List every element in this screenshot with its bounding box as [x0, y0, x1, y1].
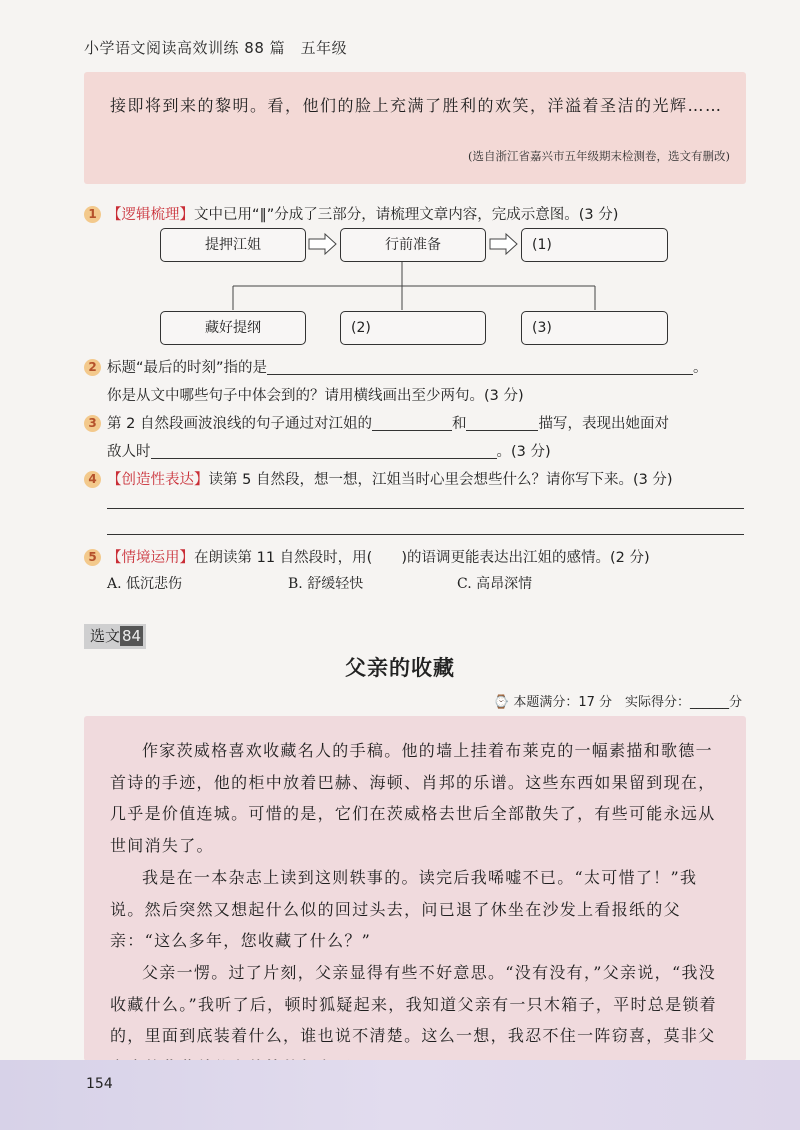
- excerpt-source: (选自浙江省嘉兴市五年级期末检测卷，选文有删改): [468, 149, 730, 163]
- arrow-icon: [490, 234, 517, 254]
- answer-line[interactable]: [107, 508, 744, 509]
- answer-blank[interactable]: [151, 443, 497, 459]
- option-c[interactable]: C. 高昂深情: [457, 576, 533, 592]
- question-4: [84, 468, 673, 489]
- question-number: 5: [84, 549, 101, 566]
- passage-title: 父亲的收藏: [345, 656, 455, 680]
- excerpt-text: 接即将到来的黎明。看，他们的脸上充满了胜利的欢笑，洋溢着圣洁的光辉……: [110, 96, 723, 115]
- question-text: 读第 5 自然段，想一想，江姐当时心里会想些什么？请你写下来。(3 分): [208, 472, 673, 488]
- answer-line[interactable]: [107, 534, 744, 535]
- question-tag: 【逻辑梳理】: [107, 207, 194, 223]
- diagram-node-bottom-1: 藏好提纲: [160, 311, 306, 345]
- option-b[interactable]: B. 舒缓轻快: [288, 576, 364, 592]
- option-a[interactable]: A. 低沉悲伤: [107, 576, 183, 592]
- question-tag: 【情境运用】: [107, 550, 194, 566]
- diagram-node-bottom-3[interactable]: (3): [521, 311, 668, 345]
- question-number: 2: [84, 359, 101, 376]
- question-text-end: 。: [693, 360, 708, 376]
- question-3-line-2: [107, 440, 551, 461]
- section-label: [84, 624, 146, 649]
- page-number: 154: [86, 1076, 113, 1092]
- running-header: 小学语文阅读高效训练 88 篇 五年级: [84, 39, 348, 57]
- question-5: [84, 546, 650, 567]
- question-2-line-2: 你是从文中哪些句子中体会到的？请用横线画出至少两句。(3 分): [107, 388, 524, 404]
- score-line: [493, 691, 742, 710]
- question-text: 在朗读第 11 自然段时，用( )的语调更能表达出江姐的感情。(2 分): [194, 550, 650, 566]
- question-text: 敌人时: [107, 444, 151, 460]
- answer-blank[interactable]: [267, 359, 693, 375]
- question-2: [84, 356, 708, 377]
- question-text-end: 。(3 分): [496, 444, 551, 460]
- diagram-node-top-3[interactable]: (1): [521, 228, 668, 262]
- question-number: 3: [84, 415, 101, 432]
- diagram-node-top-1: 提押江姐: [160, 228, 306, 262]
- question-number: 1: [84, 206, 101, 223]
- answer-blank[interactable]: [372, 415, 452, 431]
- question-text-end: 描写，表现出她面对: [538, 416, 669, 432]
- passage-paragraph-2: 我是在一本杂志上读到这则轶事的。读完后我唏嘘不已。“太可惜了！”我说。然后突然又想起什么似的回过头去，问已退了休坐在沙发上看报纸的父亲：“这么多年，您收藏了什么？”: [110, 868, 698, 950]
- clock-icon: ⌚: [492, 695, 510, 710]
- arrow-icon: [309, 234, 336, 254]
- score-text: 本题满分：17 分 实际得分：______分: [513, 695, 742, 710]
- question-text: 标题“最后的时刻”指的是: [107, 360, 268, 376]
- diagram-connectors: [0, 0, 800, 360]
- diagram-node-top-2: 行前准备: [340, 228, 486, 262]
- question-text-mid: 和: [451, 416, 467, 432]
- question-text: 文中已用“‖”分成了三部分，请梳理文章内容，完成示意图。(3 分): [194, 207, 619, 223]
- question-number: 4: [84, 471, 101, 488]
- passage-paragraph-3: 父亲一愣。过了片刻，父亲显得有些不好意思。“没有没有，”父亲说，“我没收藏什么。”我听了后，顿时狐疑起来，我知道父亲有一只木箱子，平时总是锁着的，里面到底装着什么，谁也说不清楚。这么一想，我忍不住一阵窃喜，莫非父: [110, 963, 717, 1045]
- question-tag: 【创造性表达】: [107, 472, 209, 488]
- passage-paragraph-1: 作家茨威格喜欢收藏名人的手稿。他的墙上挂着布莱克的一幅素描和歌德一首诗的手迹，他的柜中放着巴赫、海顿、肖邦的乐谱。这些东西如果留到现在，几乎是价值连城。可惜的是，它们在茨威格去世后全部散失了，有些可能永远从世间消失了。: [110, 741, 716, 855]
- answer-blank[interactable]: [466, 415, 538, 431]
- section-number: 84: [122, 627, 142, 645]
- section-label-text: 选文: [90, 627, 121, 645]
- question-3: [84, 412, 669, 433]
- question-text: 第 2 自然段画波浪线的句子通过对江姐的: [107, 416, 372, 432]
- footer-band: [0, 1060, 800, 1130]
- diagram-node-bottom-2[interactable]: (2): [340, 311, 486, 345]
